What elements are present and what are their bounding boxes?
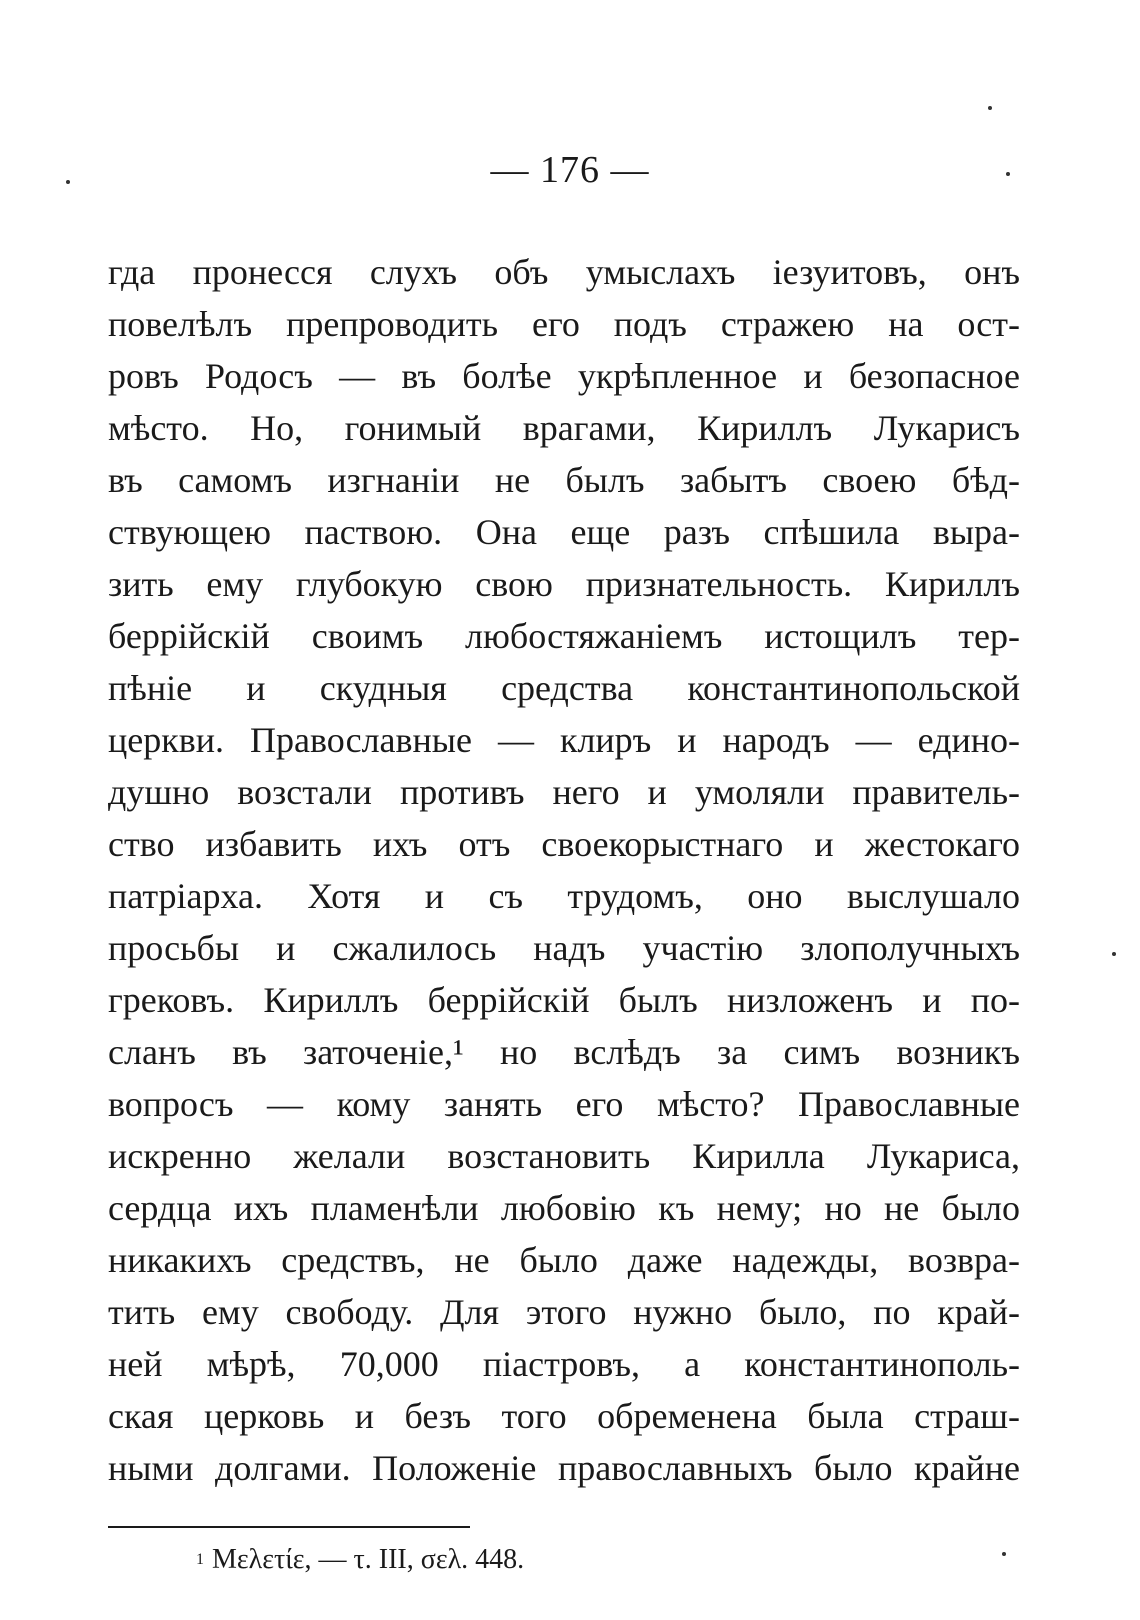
text-line: церкви. Православные — клиръ и народъ — едино- (108, 720, 1020, 760)
scan-speck (66, 180, 70, 184)
text-line: беррійскій своимъ любостяжаніемъ истощилъ тер- (108, 616, 1020, 656)
text-line: ровъ Родосъ — въ болѣе укрѣпленное и безопасное (108, 356, 1020, 396)
scan-speck (1006, 172, 1010, 176)
body-text (108, 246, 1020, 1494)
text-line: ней мѣрѣ, 70,000 піастровъ, а константинополь- (108, 1344, 1020, 1384)
text-line: мѣсто. Но, гонимый врагами, Кириллъ Лукарисъ (108, 408, 1020, 448)
text-line: никакихъ средствъ, не было даже надежды, возвра- (108, 1240, 1020, 1280)
text-line: повелѣлъ препроводить его подъ стражею на ост- (108, 304, 1020, 344)
text-line: грековъ. Кириллъ беррійскій былъ низложенъ и по- (108, 980, 1020, 1020)
scan-speck (1002, 1552, 1006, 1556)
text-line: гда пронесся слухъ объ умыслахъ іезуитовъ, онъ (108, 252, 1020, 292)
page-number: — 176 — (490, 149, 650, 191)
text-line: искренно желали возстановить Кирилла Лукариса, (108, 1136, 1020, 1176)
text-line: сердца ихъ пламенѣли любовію къ нему; но не было (108, 1188, 1020, 1228)
text-line: пѣніе и скудныя средства константинопольской (108, 668, 1020, 708)
text-line: ствующею паствою. Она еще разъ спѣшила выра- (108, 512, 1020, 552)
footnote-divider (108, 1526, 470, 1528)
text-line: ными долгами. Положеніе православныхъ было крайне (108, 1448, 1020, 1488)
text-line: просьбы и сжалилось надъ участію злополучныхъ (108, 928, 1020, 968)
text-line: тить ему свободу. Для этого нужно было, по край- (108, 1292, 1020, 1332)
footnote-text: Μελετίε, — τ. III, σελ. 448. (212, 1544, 525, 1575)
text-line: патріарха. Хотя и съ трудомъ, оно выслушало (108, 876, 1020, 916)
text-line: зить ему глубокую свою признательность. Кириллъ (108, 564, 1020, 604)
text-line: сланъ въ заточеніе,¹ но вслѣдъ за симъ возникъ (108, 1032, 1020, 1072)
scan-speck (1112, 952, 1116, 956)
footnote (196, 1540, 524, 1580)
scan-speck (988, 106, 992, 110)
text-line: ская церковь и безъ того обременена была страш- (108, 1396, 1020, 1436)
footnote-marker: 1 (196, 1551, 204, 1568)
text-line: душно возстали противъ него и умоляли правитель- (108, 772, 1020, 812)
text-line: въ самомъ изгнаніи не былъ забытъ своею бѣд- (108, 460, 1020, 500)
text-line: вопросъ — кому занять его мѣсто? Православные (108, 1084, 1020, 1124)
text-line: ство избавить ихъ отъ своекорыстнаго и жестокаго (108, 824, 1020, 864)
